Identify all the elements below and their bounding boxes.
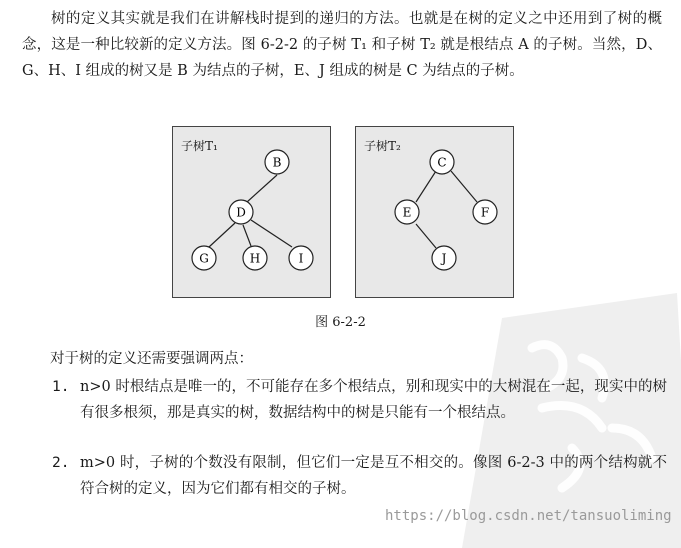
edge-d-i bbox=[251, 220, 292, 247]
svg-text:D: D bbox=[236, 205, 246, 220]
tree-node-e bbox=[395, 200, 419, 224]
svg-text:B: B bbox=[272, 155, 282, 170]
figure-caption: 图 6-2-2 bbox=[315, 315, 366, 330]
edge-d-h bbox=[243, 225, 251, 246]
tree-node-f bbox=[473, 200, 497, 224]
edge-b-d bbox=[247, 175, 277, 202]
svg-text:C: C bbox=[437, 155, 447, 170]
svg-text:I: I bbox=[298, 251, 304, 266]
watermark-url: https://blog.csdn.net/tansuoliming bbox=[385, 508, 672, 524]
svg-text:J: J bbox=[441, 251, 447, 266]
point-1-number: 1. bbox=[52, 379, 70, 395]
edge-c-f bbox=[451, 171, 477, 202]
subtree-t2-label: 子树T₂ bbox=[364, 139, 401, 153]
intro-paragraph: 树的定义其实就是我们在讲解栈时提到的递归的方法。也就是在树的定义之中还用到了树的概念，这是一种比较新的定义方法。图 6-2-2 的子树 T₁ 和子树 T₂ 就是根结点 A 的子树。当然，D、G、H、I 组成的树又是 B 为结点的子树，E、J 组成的树是 C 为结点的子树。 bbox=[22, 11, 662, 79]
svg-text:E: E bbox=[402, 205, 412, 220]
subtree-t1-box bbox=[172, 126, 331, 298]
subtree-t2-box bbox=[355, 126, 514, 298]
edge-d-g bbox=[209, 223, 235, 247]
subtree-t1-label: 子树T₁ bbox=[181, 139, 218, 153]
point-2 bbox=[52, 450, 667, 502]
edge-e-j bbox=[416, 224, 436, 248]
tree-node-j bbox=[432, 246, 456, 270]
point-1-text: n>0 时根结点是唯一的，不可能存在多个根结点，别和现实中的大树混在一起，现实中的树有很多根须，那是真实的树，数据结构中的树是只能有一个根结点。 bbox=[80, 379, 667, 421]
tree-node-d bbox=[229, 200, 253, 224]
tree-node-b bbox=[265, 150, 289, 174]
svg-text:F: F bbox=[480, 205, 490, 220]
point-2-text: m>0 时，子树的个数没有限制，但它们一定是互不相交的。像图 6-2-3 中的两个结构就不符合树的定义，因为它们都有相交的子树。 bbox=[80, 455, 667, 497]
svg-text:G: G bbox=[199, 251, 209, 266]
emphasis-lead: 对于树的定义还需要强调两点： bbox=[50, 351, 253, 367]
point-1 bbox=[52, 374, 667, 426]
tree-node-h bbox=[243, 246, 267, 270]
tree-figure bbox=[172, 126, 512, 301]
point-2-number: 2. bbox=[52, 455, 70, 471]
tree-node-g bbox=[192, 246, 216, 270]
tree-node-c bbox=[430, 150, 454, 174]
tree-node-i bbox=[289, 246, 313, 270]
svg-text:H: H bbox=[249, 251, 261, 266]
edge-c-e bbox=[416, 171, 436, 202]
